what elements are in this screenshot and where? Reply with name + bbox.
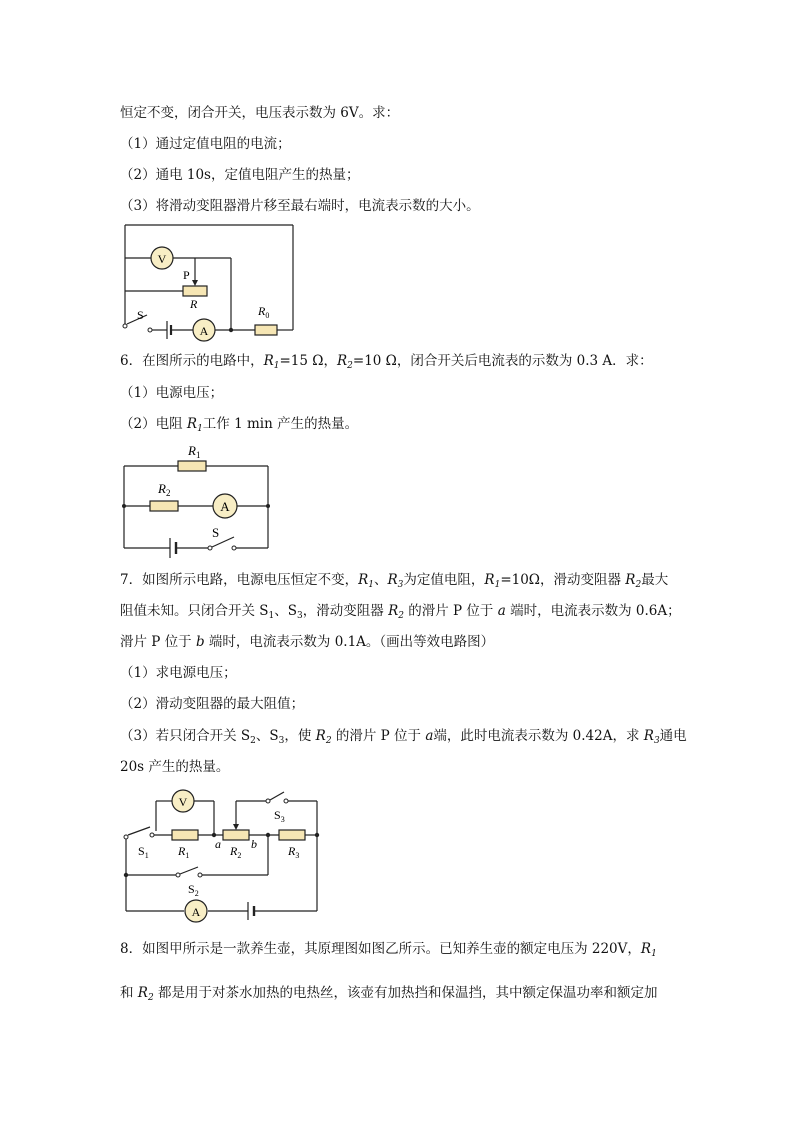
svg-text:P: P	[183, 268, 190, 282]
switch-icon	[148, 328, 152, 332]
svg-text:R2: $R_2$	[230, 844, 242, 860]
switch-s3-icon	[284, 799, 288, 803]
q5-subquestion-2: （2）通电 10s，定值电阻产生的热量；	[120, 167, 360, 183]
q8-stem-line-2: 和 $R_2$ 都是用于对茶水加热的电热丝，该壶有加热挡和保温挡，其中额定保温功率和额定加	[120, 985, 658, 1003]
svg-text:R1: $R_1$	[188, 443, 201, 460]
svg-text:S2: $S_2$	[188, 882, 199, 898]
battery-icon	[170, 538, 176, 558]
q6-stem: 6．在图所示的电路中，$R_1=15$ Ω，$R_2=10$ Ω，闭合开关后电流表的示数为 0.3 A．求：	[120, 353, 653, 371]
q6-subquestion-1: （1）电源电压；	[120, 385, 224, 401]
resistor-r0-icon	[255, 325, 277, 335]
q7-subquestion-2: （2）滑动变阻器的最大阻值；	[120, 696, 305, 712]
svg-text:S: S	[137, 308, 144, 322]
resistor-r1-icon	[178, 461, 206, 471]
q5-circuit-diagram	[115, 218, 305, 343]
q6-circuit-diagram	[118, 440, 278, 555]
rheostat-r2-icon	[223, 830, 249, 840]
switch-icon	[208, 546, 212, 550]
battery-icon	[248, 902, 254, 920]
svg-text:V: V	[178, 795, 188, 809]
switch-s2-icon	[198, 873, 202, 877]
svg-text:a: a	[215, 837, 221, 851]
resistor-r1-icon	[172, 830, 198, 840]
svg-text:S: S	[212, 525, 220, 540]
q7-stem-line-2: 阻值未知。只闭合开关 $S_1$、$S_3$，滑动变阻器 $R_2$ 的滑片 P 位于 a 端时，电流表示数为 0.6A；	[120, 603, 681, 621]
q5-intro: 恒定不变，闭合开关，电压表示数为 6V。求：	[120, 105, 400, 121]
q7-stem-line-1: 7．如图所示电路，电源电压恒定不变，$R_1$、$R_3$为定值电阻，$R_1=10\Omega$，滑动变阻器 $R_2$最大	[120, 572, 669, 590]
svg-text:A: A	[191, 905, 201, 919]
svg-text:S3: $S_3$	[274, 808, 285, 824]
q7-subquestion-3: （3）若只闭合开关 $S_2$、$S_3$，使 $R_2$ 的滑片 P 位于 a端，此时电流表示数为 0.42A，求 $R_3$通电	[120, 728, 687, 746]
rheostat-icon	[183, 286, 207, 296]
q5-subquestion-3: （3）将滑动变阻器滑片移至最右端时，电流表示数的大小。	[120, 198, 480, 214]
svg-text:R3: $R_3$	[288, 844, 300, 860]
svg-text:A: A	[199, 324, 209, 338]
svg-text:b: b	[251, 837, 257, 851]
switch-s1-icon	[150, 833, 154, 837]
resistor-r2-icon	[150, 501, 178, 511]
battery-icon	[167, 321, 171, 339]
svg-text:R: R	[190, 297, 198, 311]
q7-circuit-diagram	[118, 787, 328, 919]
q7-subquestion-3-cont: 20s 产生的热量。	[120, 759, 230, 775]
q7-stem-line-3: 滑片 P 位于 b 端时，电流表示数为 0.1A。（画出等效电路图）	[120, 634, 495, 650]
svg-text:R0: $R_0$	[258, 304, 270, 320]
svg-text:S1: $S_1$	[138, 844, 149, 860]
q5-subquestion-1: （1）通过定值电阻的电流；	[120, 136, 291, 152]
resistor-r3-icon	[279, 830, 305, 840]
svg-text:A: A	[220, 499, 230, 514]
q8-stem-line-1: 8．如图甲所示是一款养生壶，其原理图如图乙所示。已知养生壶的额定电压为 220V，$R_1$	[120, 941, 657, 959]
svg-text:V: V	[157, 252, 167, 266]
q7-subquestion-1: （1）求电源电压；	[120, 665, 237, 681]
q6-subquestion-2: （2）电阻 $R_1$工作 1 min 产生的热量。	[120, 416, 359, 434]
svg-text:R1: $R_1$	[178, 844, 190, 860]
svg-text:R2: $R_2$	[158, 481, 171, 498]
